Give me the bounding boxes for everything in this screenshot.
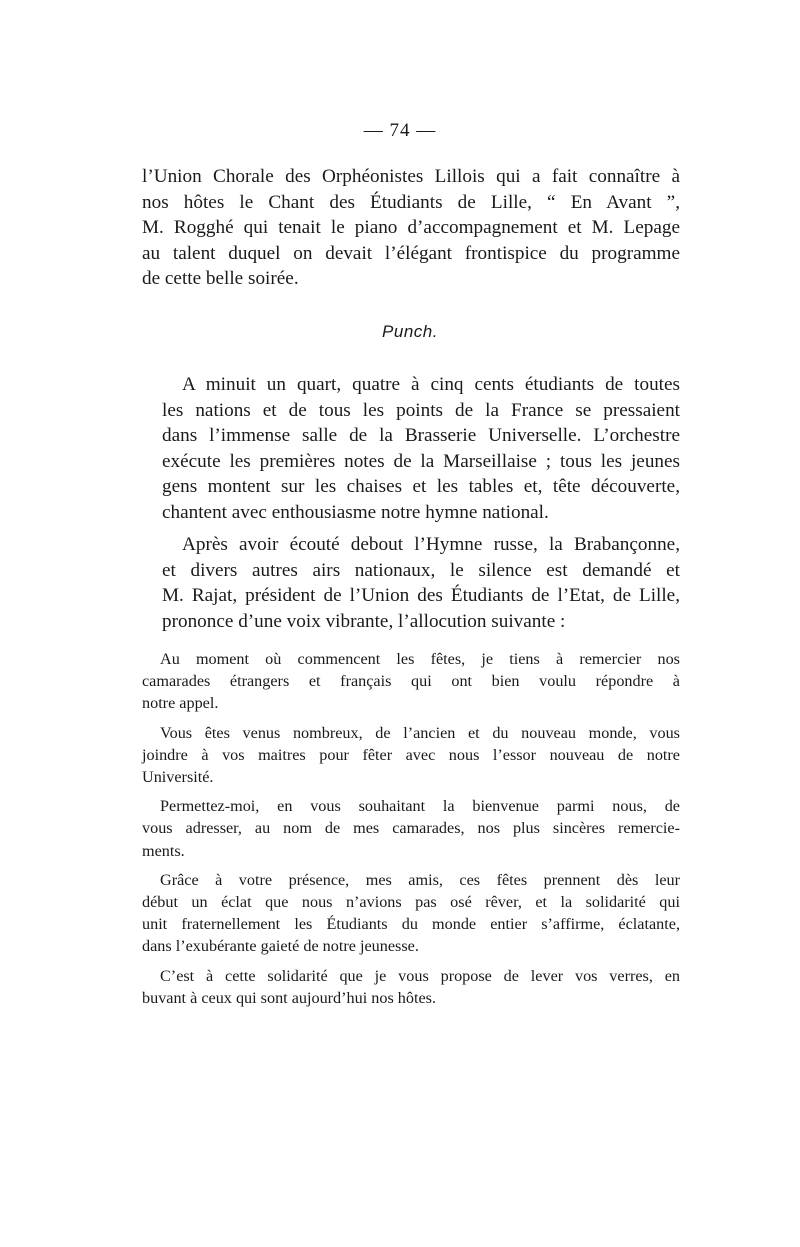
text-line: Grâce à votre présence, mes amis, ces fêtes prennent dès leur xyxy=(160,870,680,889)
paragraph xyxy=(142,532,680,634)
intro-paragraph xyxy=(142,164,680,292)
text-line: Au moment où commencent les fêtes, je tiens à remercier nos xyxy=(160,650,680,668)
text-line: unit fraternellement les Étudiants du monde entier s’affirme, éclatante, xyxy=(142,915,680,934)
text-line: vous adresser, au nom de mes camarades, nos plus sincères remercie- xyxy=(142,819,680,838)
text-line: au talent duquel on devait l’élégant frontispice du programme xyxy=(142,242,680,264)
text-line: nos hôtes le Chant des Étudiants de Lille, “ En Avant ”, xyxy=(142,191,680,213)
text-line: Vous êtes venus nombreux, de l’ancien et du nouveau monde, vous xyxy=(160,723,680,742)
text-line: buvant à ceux qui sont aujourd’hui nos hôtes. xyxy=(142,988,437,1007)
text-line: C’est à cette solidarité que je vous propose de lever vos verres, en xyxy=(160,966,680,985)
text-line: exécute les premières notes de la Marseillaise ; tous les jeunes xyxy=(162,450,680,472)
speech-paragraph xyxy=(142,648,680,715)
text-line: Université. xyxy=(142,768,214,787)
text-line: joindre à vos maitres pour fêter avec nous l’essor nouveau de notre xyxy=(142,745,680,764)
page-number: — 74 — xyxy=(363,120,437,141)
speech-quote xyxy=(142,648,680,1016)
text-line: dans l’immense salle de la Brasserie Universelle. L’orchestre xyxy=(162,425,680,446)
paragraph xyxy=(142,372,680,525)
text-line: ments. xyxy=(142,841,185,860)
speech-paragraph xyxy=(142,965,680,1009)
text-line: l’Union Chorale des Orphéonistes Lillois qui a fait connaître à xyxy=(142,166,680,187)
text-line: prononce d’une voix vibrante, l’allocution suivante : xyxy=(162,610,566,632)
narrative-section xyxy=(142,372,680,641)
text-line: notre appel. xyxy=(142,694,219,713)
section-heading: Punch. xyxy=(382,322,438,341)
text-line: chantent avec enthousiasme notre hymne national. xyxy=(162,501,549,523)
text-line: début un éclat que nous n’avions pas osé rêver, et la solidarité qui xyxy=(142,893,680,912)
text-line: gens montent sur les chaises et les tables et, tête découverte, xyxy=(162,476,680,497)
text-line: M. Rajat, président de l’Union des Étudiants de l’Etat, de Lille, xyxy=(162,585,680,606)
text-line: de cette belle soirée. xyxy=(142,268,299,289)
text-line: Après avoir écouté debout l’Hymne russe, la Brabançonne, xyxy=(182,534,680,555)
text-line: dans l’exubérante gaieté de notre jeunesse. xyxy=(142,937,419,956)
text-line: A minuit un quart, quatre à cinq cents étudiants de toutes xyxy=(182,374,680,395)
text-line: Permettez-moi, en vous souhaitant la bienvenue parmi nous, de xyxy=(160,797,680,816)
speech-paragraph xyxy=(142,795,680,862)
speech-paragraph xyxy=(142,869,680,958)
text-line: camarades étrangers et français qui ont bien voulu répondre à xyxy=(142,672,680,691)
text-line: M. Rogghé qui tenait le piano d’accompagnement et M. Lepage xyxy=(142,217,680,238)
text-line: et divers autres airs nationaux, le silence est demandé et xyxy=(162,559,680,581)
text-line: les nations et de tous les points de la France se pressaient xyxy=(162,399,680,421)
speech-paragraph xyxy=(142,722,680,789)
